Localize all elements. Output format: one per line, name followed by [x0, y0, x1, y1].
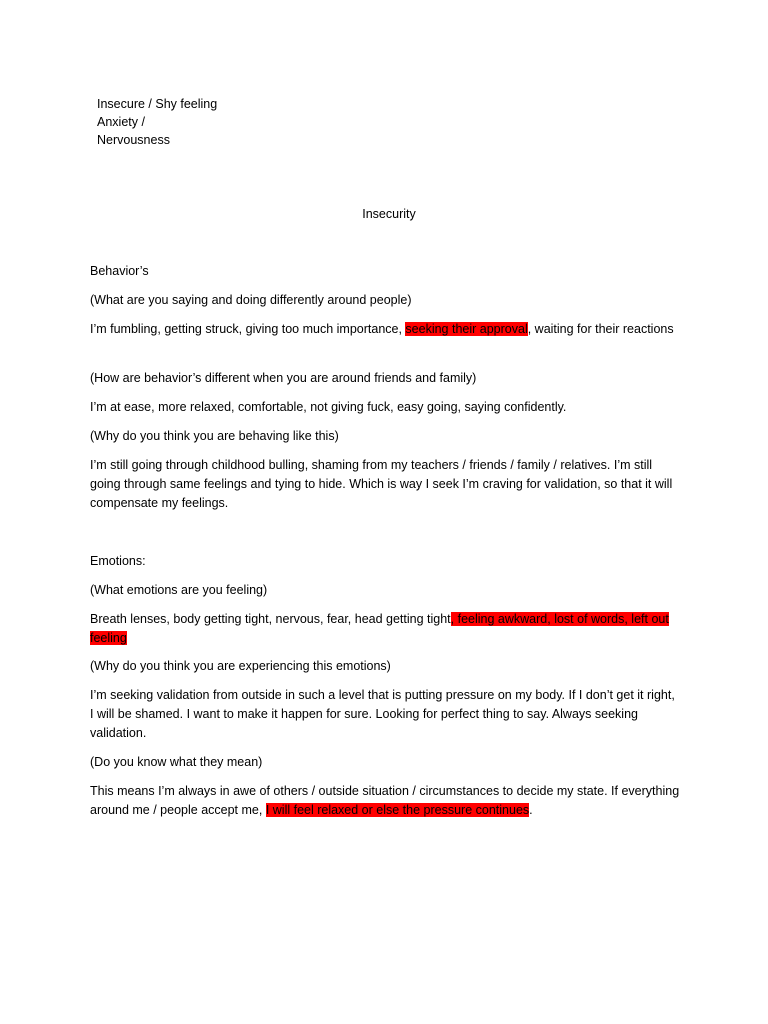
header-line-2: Anxiety / [97, 115, 145, 129]
emotions-answer-1-text: Breath lenses, body getting tight, nervous, fear, head getting tight [90, 612, 451, 626]
emotions-answer-1 [90, 610, 680, 648]
header-notes [97, 95, 217, 149]
emotions-answer-2: I’m seeking validation from outside in such a level that is putting pressure on my body. If I don’t get it right, I will be shamed. I want to make it happen for sure. Looking for perfect thing to say. Always seeking validation. [90, 688, 675, 740]
behaviors-answer-2: I’m at ease, more relaxed, comfortable, not giving fuck, easy going, saying confidently. [90, 400, 567, 414]
emotions-question-2: (Why do you think you are experiencing this emotions) [90, 659, 391, 673]
emotions-question-3: (Do you know what they mean) [90, 755, 263, 769]
header-line-1: Insecure / Shy feeling [97, 97, 218, 111]
highlighted-text: I will feel relaxed or else the pressure continues [265, 803, 530, 817]
behaviors-answer-1-text-end: , waiting for their reactions [527, 322, 674, 336]
emotions-heading: Emotions: [90, 554, 146, 568]
emotions-answer-3-text: This means I’m always in awe of others / outside situation / circumstances to decide my state. If everything around me / people accept me, [90, 784, 680, 817]
emotions-answer-3 [90, 782, 680, 820]
behaviors-answer-1-text: I’m fumbling, getting struck, giving too much importance, [90, 322, 406, 336]
behaviors-question-1: (What are you saying and doing differently around people) [90, 293, 412, 307]
document-title: Insecurity [362, 207, 416, 221]
emotions-question-1: (What emotions are you feeling) [90, 583, 268, 597]
behaviors-question-3: (Why do you think you are behaving like this) [90, 429, 339, 443]
highlighted-text: seeking their approval [405, 322, 528, 336]
highlighted-text: , feeling awkward, lost of words, left out feeling [90, 612, 669, 645]
behaviors-heading: Behavior’s [90, 264, 149, 278]
behaviors-answer-1 [90, 320, 680, 339]
behaviors-question-2: (How are behavior’s different when you are around friends and family) [90, 371, 477, 385]
emotions-answer-3-text-end: . [529, 803, 533, 817]
behaviors-answer-3: I’m still going through childhood bulling, shaming from my teachers / friends / family / relatives. I’m still going through same feelings and tying to hide. Which is way I seek I’m craving for validation, so that it will compensate my feelings. [90, 458, 673, 510]
header-line-3: Nervousness [97, 133, 170, 147]
